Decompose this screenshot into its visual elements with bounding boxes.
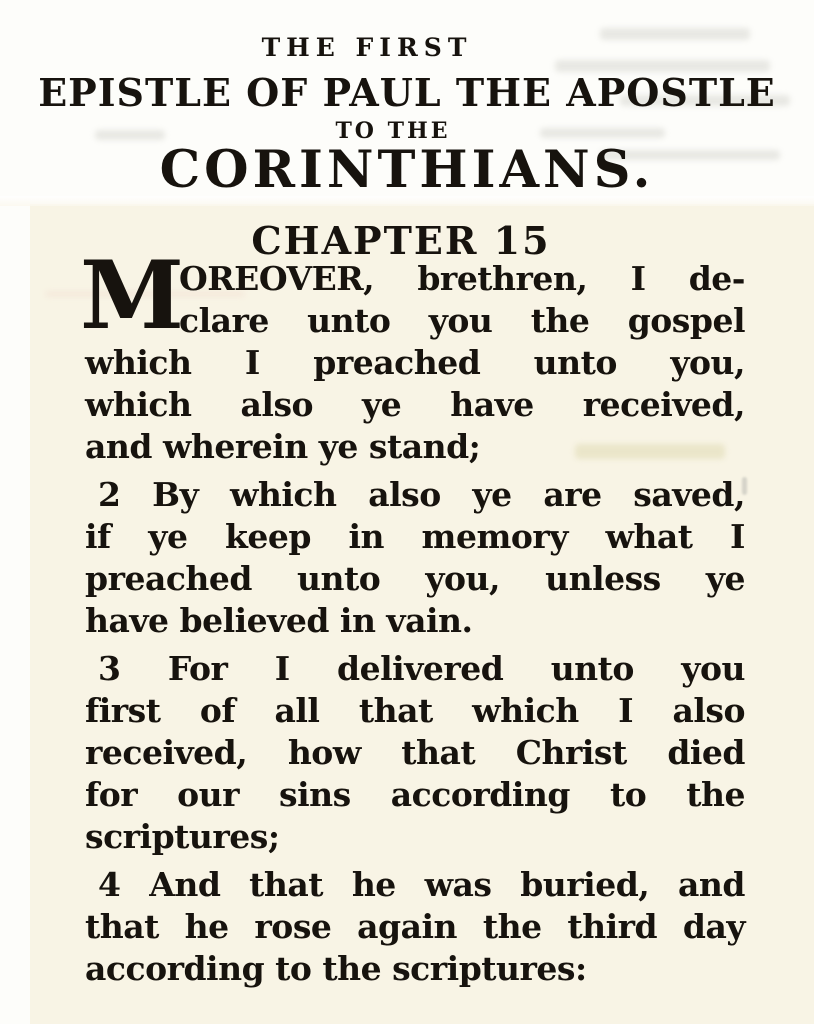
verse-2	[85, 474, 745, 642]
verse-1	[80, 241, 745, 468]
verse-3	[85, 648, 745, 858]
verse-line: 3 For I delivered unto you	[98, 649, 745, 688]
verse-line: preached unto you, unless ye	[85, 559, 745, 598]
verse-line: which I preached unto you,	[85, 343, 745, 382]
verse-line: which also ye have received,	[85, 385, 745, 424]
verse-line: clare unto you the gospel	[179, 301, 745, 340]
verse-4	[85, 864, 745, 990]
verse-line: according to the scriptures:	[85, 949, 587, 988]
verse-line: for our sins according to the	[85, 775, 745, 814]
verse-line: OREOVER, brethren, I de-	[179, 259, 745, 298]
book-title-line-2: EPISTLE OF PAUL THE APOSTLE	[38, 70, 776, 115]
verse-line: and wherein ye stand;	[85, 427, 481, 466]
verse-line: scriptures;	[85, 817, 280, 856]
verse-text-block	[80, 241, 745, 996]
verse-line: 2 By which also ye are saved,	[98, 475, 745, 514]
verse-line: have believed in vain.	[85, 601, 473, 640]
drop-cap-letter: M	[80, 241, 185, 351]
chapter-heading: CHAPTER 15	[251, 218, 551, 263]
verse-line: if ye keep in memory what I	[85, 517, 745, 556]
book-title-line-1: THE FIRST	[261, 33, 473, 62]
book-title-line-4: CORINTHIANS.	[159, 140, 655, 200]
book-title-line-3: TO THE	[335, 118, 451, 144]
verse-line: received, how that Christ died	[85, 733, 745, 772]
verse-line: that he rose again the third day	[85, 907, 745, 946]
verse-line: first of all that which I also	[85, 691, 745, 730]
verse-line: 4 And that he was buried, and	[98, 865, 745, 904]
